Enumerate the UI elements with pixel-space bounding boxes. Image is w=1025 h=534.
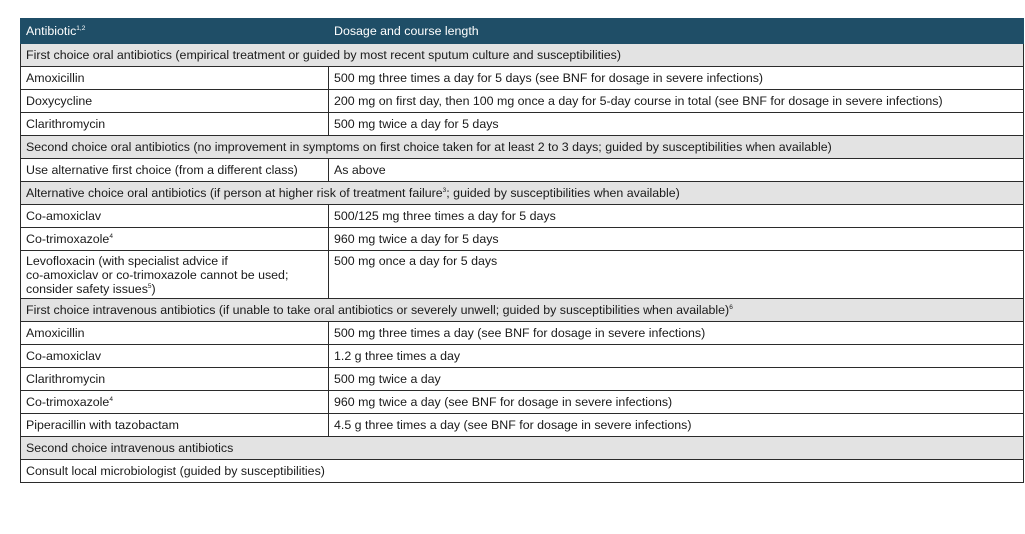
- table-row: [21, 322, 1024, 345]
- footnote-ref: 1,2: [76, 25, 86, 32]
- consult-cell: Consult local microbiologist (guided by susceptibilities): [21, 460, 1024, 483]
- antibiotic-cell: Doxycycline: [21, 90, 329, 113]
- antibiotic-line-2: co-amoxiclav or co-trimoxazole cannot be used;: [26, 268, 289, 282]
- section-row-second-choice-iv: [21, 437, 1024, 460]
- section-label: First choice oral antibiotics (empirical treatment or guided by most recent sputum culture and susceptibilities): [21, 44, 1024, 67]
- dosage-cell: 500/125 mg three times a day for 5 days: [329, 205, 1024, 228]
- footnote-ref: 6: [729, 304, 733, 311]
- dosage-cell: 500 mg twice a day for 5 days: [329, 113, 1024, 136]
- table-row: [21, 205, 1024, 228]
- section-row-first-choice-oral: [21, 44, 1024, 67]
- antibiotic-cell: Amoxicillin: [21, 322, 329, 345]
- table-row: [21, 460, 1024, 483]
- section-label: Second choice oral antibiotics (no improvement in symptoms on first choice taken for at least 2 to 3 days; guided by susceptibilities when available): [21, 136, 1024, 159]
- dosage-cell: As above: [329, 159, 1024, 182]
- header-antibiotic: [21, 19, 329, 44]
- section-label-text: Alternative choice oral antibiotics (if person at higher risk of treatment failure: [26, 186, 443, 200]
- table-row: [21, 67, 1024, 90]
- section-row-first-choice-iv: [21, 299, 1024, 322]
- dosage-cell: 1.2 g three times a day: [329, 345, 1024, 368]
- section-row-second-choice-oral: [21, 136, 1024, 159]
- antibiotic-line-3: consider safety issues: [26, 282, 148, 296]
- table-row: [21, 90, 1024, 113]
- footnote-ref: 4: [109, 233, 113, 240]
- antibiotic-cell: Use alternative first choice (from a different class): [21, 159, 329, 182]
- section-label-tail: ; guided by susceptibilities when available): [446, 186, 680, 200]
- footnote-ref: 4: [109, 396, 113, 403]
- dosage-cell: 500 mg three times a day for 5 days (see BNF for dosage in severe infections): [329, 67, 1024, 90]
- antibiotic-line-1: Levofloxacin (with specialist advice if: [26, 254, 228, 268]
- table-row: [21, 368, 1024, 391]
- table-row: [21, 414, 1024, 437]
- footnote-ref: 5: [147, 283, 152, 290]
- antibiotic-cell: [21, 251, 329, 299]
- antibiotic-dosage-table: [20, 18, 1024, 483]
- antibiotic-cell: Amoxicillin: [21, 67, 329, 90]
- antibiotic-table-container: [20, 18, 1023, 483]
- dosage-cell: 960 mg twice a day (see BNF for dosage in severe infections): [329, 391, 1024, 414]
- antibiotic-cell: Co-amoxiclav: [21, 205, 329, 228]
- dosage-cell: 500 mg once a day for 5 days: [329, 251, 1024, 299]
- section-row-alternative-oral: [21, 182, 1024, 205]
- header-antibiotic-label: Antibiotic: [26, 24, 77, 38]
- antibiotic-name: Co-trimoxazole: [26, 232, 110, 246]
- table-header-row: [21, 19, 1024, 44]
- section-label: [21, 182, 1024, 205]
- table-row: [21, 251, 1024, 299]
- footnote-ref: 3: [442, 187, 447, 194]
- dosage-cell: 200 mg on first day, then 100 mg once a day for 5-day course in total (see BNF for dosage in severe infections): [329, 90, 1024, 113]
- dosage-cell: 500 mg twice a day: [329, 368, 1024, 391]
- antibiotic-cell: [21, 228, 329, 251]
- antibiotic-line-3-tail: ): [151, 282, 156, 296]
- section-label-text: First choice intravenous antibiotics (if unable to take oral antibiotics or severely unwell; guided by susceptibilities when available): [26, 303, 730, 317]
- antibiotic-cell: Co-amoxiclav: [21, 345, 329, 368]
- antibiotic-cell: Piperacillin with tazobactam: [21, 414, 329, 437]
- table-row: [21, 113, 1024, 136]
- header-dosage: Dosage and course length: [329, 19, 1024, 44]
- table-row: [21, 345, 1024, 368]
- table-row: [21, 159, 1024, 182]
- section-label: [21, 299, 1024, 322]
- antibiotic-name: Co-trimoxazole: [26, 395, 110, 409]
- table-row: [21, 391, 1024, 414]
- antibiotic-cell: Clarithromycin: [21, 368, 329, 391]
- section-label: Second choice intravenous antibiotics: [21, 437, 1024, 460]
- table-row: [21, 228, 1024, 251]
- dosage-cell: 960 mg twice a day for 5 days: [329, 228, 1024, 251]
- antibiotic-cell: [21, 391, 329, 414]
- dosage-cell: 500 mg three times a day (see BNF for dosage in severe infections): [329, 322, 1024, 345]
- dosage-cell: 4.5 g three times a day (see BNF for dosage in severe infections): [329, 414, 1024, 437]
- antibiotic-cell: Clarithromycin: [21, 113, 329, 136]
